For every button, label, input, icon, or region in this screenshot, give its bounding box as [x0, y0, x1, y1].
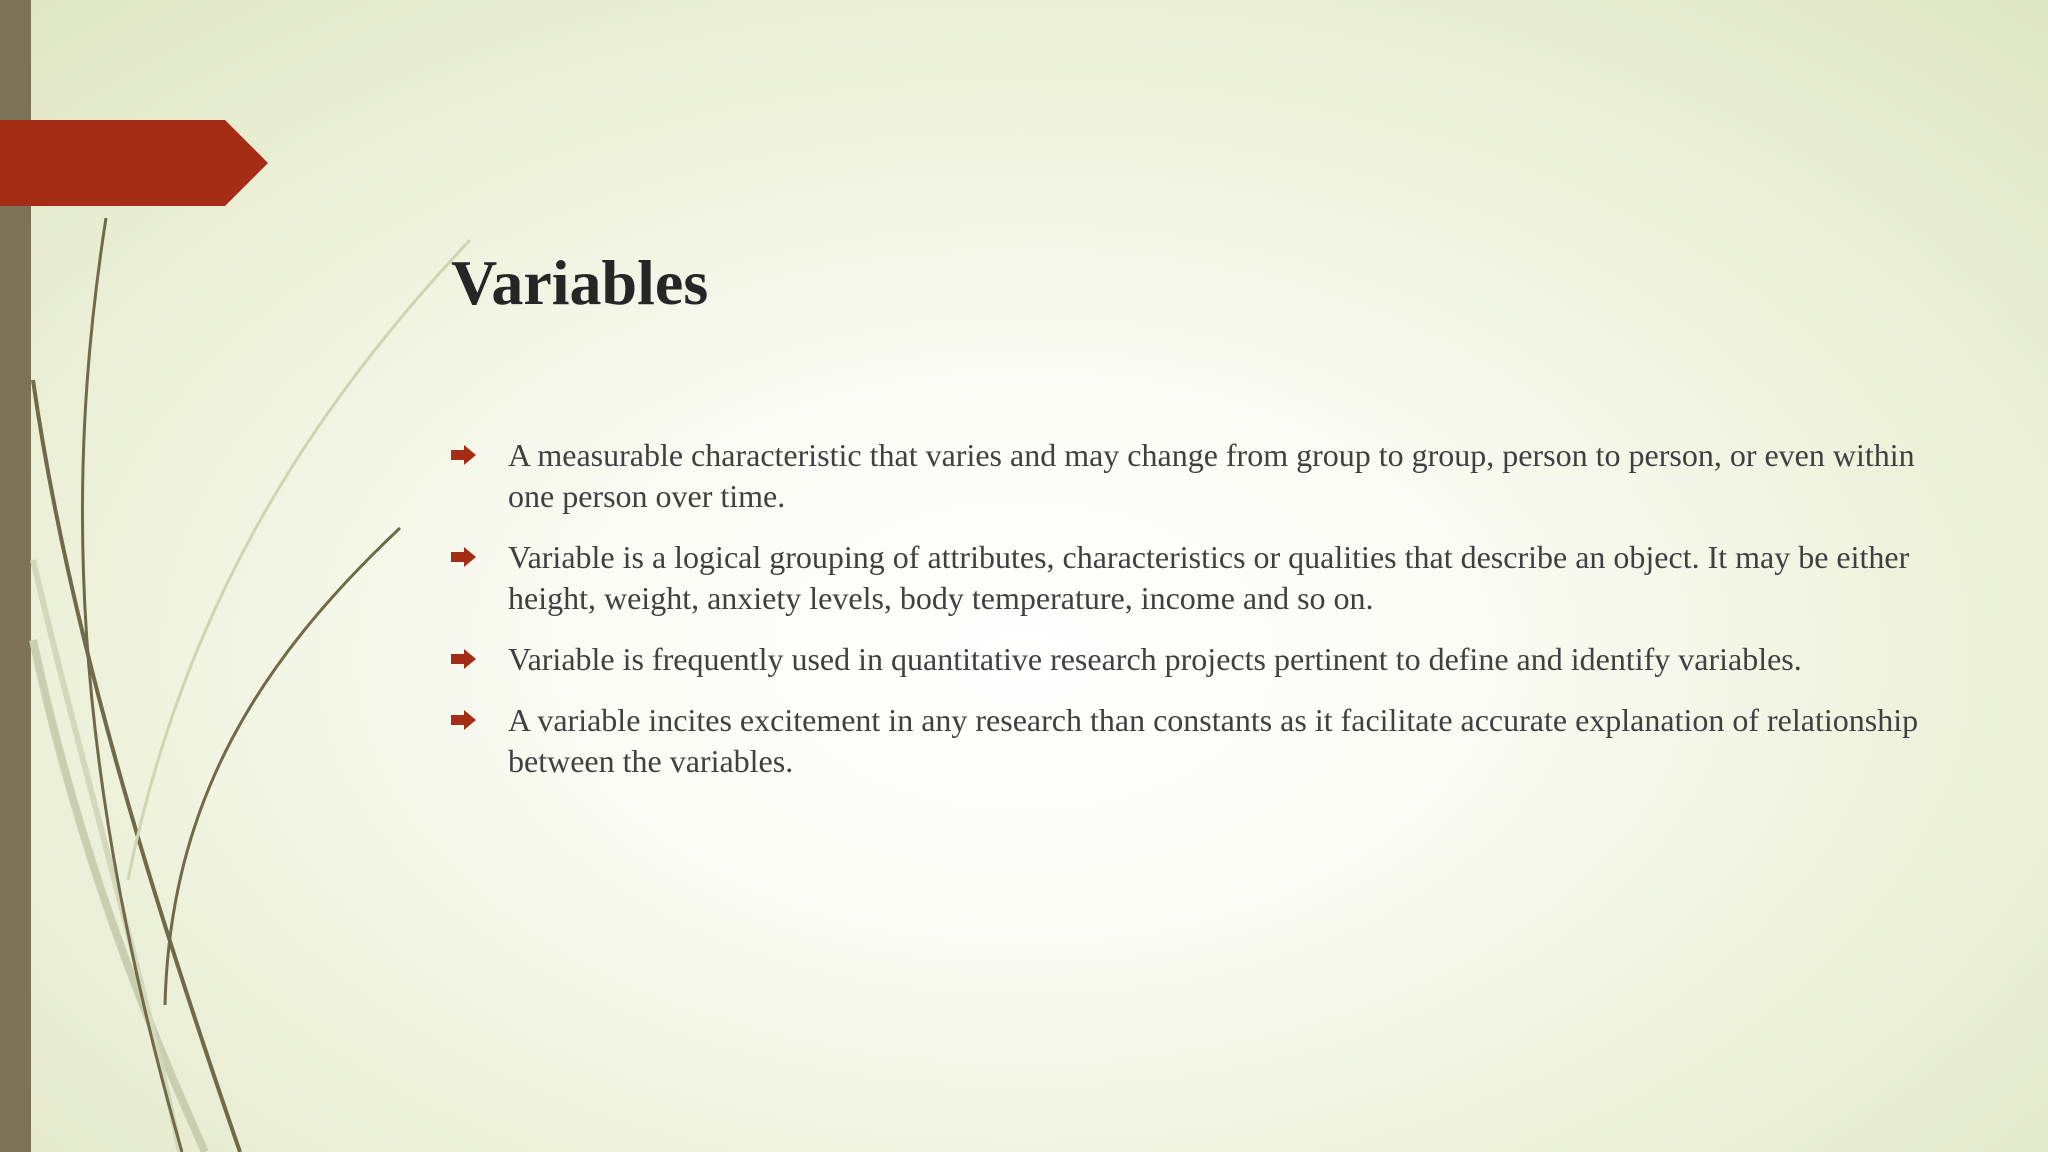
- arrow-bullet-icon: [451, 649, 476, 669]
- bullet-text: A measurable characteristic that varies and may change from group to group, person to person, or even within one person over time.: [508, 437, 1915, 514]
- arrow-bullet-icon: [451, 547, 476, 567]
- bullet-list: [451, 435, 1931, 802]
- bullet-text: Variable is frequently used in quantitative research projects pertinent to define and identify variables.: [508, 641, 1802, 677]
- bullet-item: [451, 639, 1931, 680]
- bullet-text: Variable is a logical grouping of attributes, characteristics or qualities that describe an object. It may be either height, weight, anxiety levels, body temperature, income and so on.: [508, 539, 1910, 616]
- arrow-bullet-icon: [451, 445, 476, 465]
- bullet-item: [451, 537, 1931, 619]
- bullet-item: [451, 435, 1931, 517]
- bullet-item: [451, 700, 1931, 782]
- slide-title: Variables: [451, 247, 709, 318]
- bullet-text: A variable incites excitement in any research than constants as it facilitate accurate explanation of relationship between the variables.: [508, 702, 1919, 779]
- arrow-bullet-icon: [451, 710, 476, 730]
